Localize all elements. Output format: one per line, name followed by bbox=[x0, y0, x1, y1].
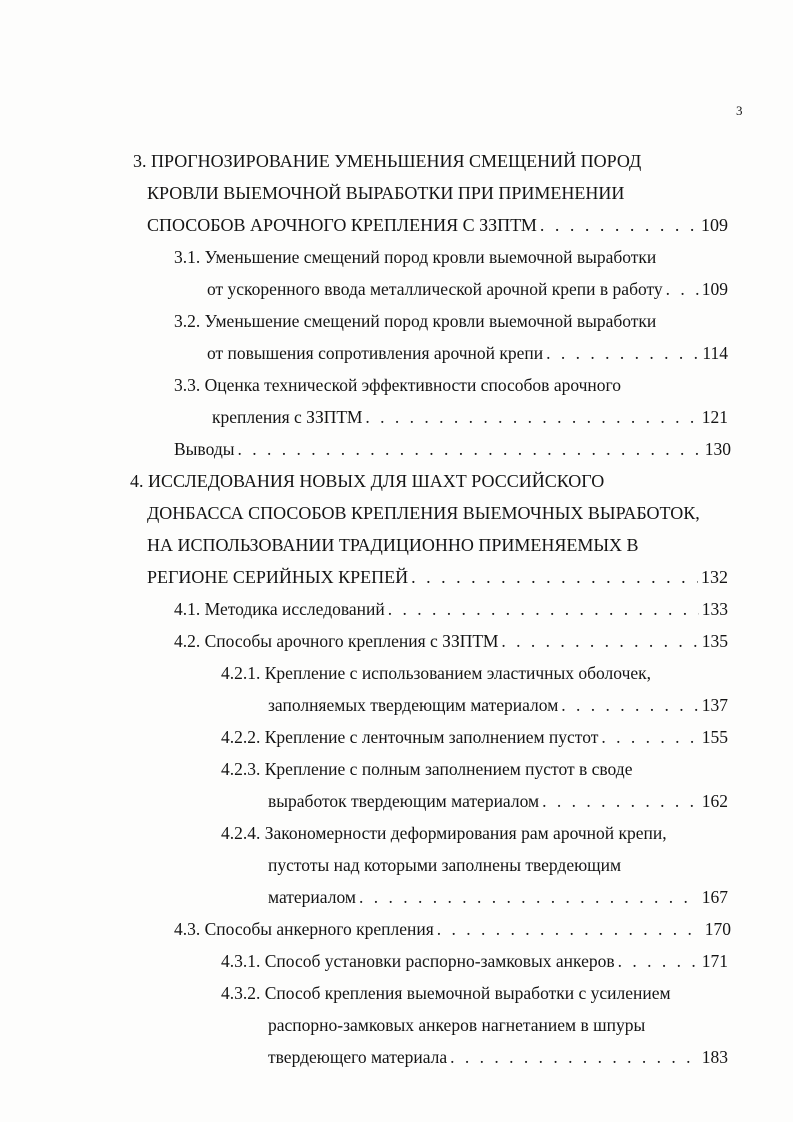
toc-chapter-3-line-2: КРОВЛИ ВЫЕМОЧНОЙ ВЫРАБОТКИ ПРИ ПРИМЕНЕНИИ bbox=[147, 183, 625, 203]
leader-dots bbox=[598, 721, 698, 753]
toc-section-3-3-line-1: 3.3. Оценка технической эффективности способов арочного bbox=[174, 375, 622, 395]
leader-dots bbox=[234, 433, 701, 465]
toc-section-4-2-4-title-end: материалом bbox=[268, 887, 356, 907]
toc-section-3-1-title-end: от ускоренного ввода металлической арочной крепи в работу bbox=[207, 279, 663, 299]
leader-dots bbox=[537, 209, 698, 241]
toc-section-4-3-2-title-end: твердеющего материала bbox=[268, 1047, 448, 1067]
toc-section-4-2-4-line-2: пустоты над которыми заполнены твердеющим bbox=[268, 855, 622, 875]
toc-section-4-3-2-line-1: 4.3.2. Способ крепления выемочной выработки с усилением bbox=[221, 983, 671, 1003]
leader-dots bbox=[385, 593, 699, 625]
leader-dots bbox=[615, 945, 699, 977]
toc-chapter-4-line-2: ДОНБАССА СПОСОБОВ КРЕПЛЕНИЯ ВЫЕМОЧНЫХ ВЫРАБОТОК, bbox=[147, 503, 700, 523]
toc-section-4-2-1-page: 137 bbox=[701, 695, 728, 715]
toc-conclusions-page: 130 bbox=[704, 439, 731, 459]
leader-dots bbox=[434, 913, 702, 945]
leader-dots bbox=[408, 561, 698, 593]
leader-dots bbox=[539, 785, 699, 817]
toc-section-4-3-1-label: 4.3.1. Способ установки распорно-замковых анкеров bbox=[221, 951, 615, 971]
toc-section-4-3-2-line-2: распорно-замковых анкеров нагнетанием в шпуры bbox=[268, 1015, 646, 1035]
toc-section-4-3-1-page: 171 bbox=[701, 951, 728, 971]
toc-section-4-2-1-title-end: заполняемых твердеющим материалом bbox=[268, 695, 559, 715]
toc-section-3-2-page: 114 bbox=[702, 343, 728, 363]
toc-conclusions-label: Выводы bbox=[174, 439, 235, 459]
toc-chapter-4-line-4 bbox=[147, 561, 728, 593]
leader-dots bbox=[447, 1041, 699, 1073]
leader-dots bbox=[356, 881, 699, 913]
toc-section-4-2-1-line-1: 4.2.1. Крепление с использованием эластичных оболочек, bbox=[221, 663, 652, 683]
toc-chapter-4-title-end: РЕГИОНЕ СЕРИЙНЫХ КРЕПЕЙ bbox=[147, 567, 409, 587]
toc-section-4-2-2-page: 155 bbox=[701, 727, 728, 747]
toc-chapter-3-title-end: СПОСОБОВ АРОЧНОГО КРЕПЛЕНИЯ С ЗЗПТМ bbox=[147, 215, 537, 235]
toc-section-4-2-label: 4.2. Способы арочного крепления с ЗЗПТМ bbox=[174, 631, 499, 651]
toc-chapter-4-line-3: НА ИСПОЛЬЗОВАНИИ ТРАДИЦИОННО ПРИМЕНЯЕМЫХ В bbox=[147, 535, 639, 555]
toc-section-4-2-4-line-3 bbox=[268, 881, 728, 913]
toc-chapter-3-line-1: 3. ПРОГНОЗИРОВАНИЕ УМЕНЬШЕНИЯ СМЕЩЕНИЙ ПОРОД bbox=[133, 151, 642, 171]
toc-section-4-2-2-label: 4.2.2. Крепление с ленточным заполнением пустот bbox=[221, 727, 599, 747]
leader-dots bbox=[543, 337, 699, 369]
toc-section-3-3-page: 121 bbox=[701, 407, 728, 427]
toc-chapter-3-page: 109 bbox=[701, 215, 728, 235]
toc-section-4-1 bbox=[174, 593, 728, 625]
toc-section-4-3-2-page: 183 bbox=[701, 1047, 728, 1067]
leader-dots bbox=[663, 273, 699, 305]
toc-section-4-3-1 bbox=[221, 945, 728, 977]
toc-section-3-3-line-2 bbox=[212, 401, 728, 433]
toc-section-4-2-4-page: 167 bbox=[701, 887, 728, 907]
toc-section-3-1-line-1: 3.1. Уменьшение смещений пород кровли выемочной выработки bbox=[174, 247, 657, 267]
toc-chapter-4-line-1: 4. ИССЛЕДОВАНИЯ НОВЫХ ДЛЯ ШАХТ РОССИЙСКОГО bbox=[130, 471, 605, 491]
page-number: 3 bbox=[736, 103, 743, 118]
toc-section-4-2-4-line-1: 4.2.4. Закономерности деформирования рам арочной крепи, bbox=[221, 823, 667, 843]
toc-conclusions bbox=[174, 433, 731, 465]
toc-section-4-3-label: 4.3. Способы анкерного крепления bbox=[174, 919, 434, 939]
toc-section-4-2-2 bbox=[221, 721, 728, 753]
toc-section-3-2-title-end: от повышения сопротивления арочной крепи bbox=[207, 343, 544, 363]
toc-section-4-2-3-page: 162 bbox=[701, 791, 728, 811]
toc-section-4-3 bbox=[174, 913, 731, 945]
toc-section-4-3-page: 170 bbox=[704, 919, 731, 939]
toc-section-3-1-line-2 bbox=[207, 273, 728, 305]
toc-section-4-2-page: 135 bbox=[701, 631, 728, 651]
toc-section-4-1-label: 4.1. Методика исследований bbox=[174, 599, 385, 619]
toc-section-3-2-line-1: 3.2. Уменьшение смещений пород кровли выемочной выработки bbox=[174, 311, 657, 331]
toc-section-4-1-page: 133 bbox=[701, 599, 728, 619]
toc-section-4-2 bbox=[174, 625, 728, 657]
leader-dots bbox=[498, 625, 698, 657]
toc-section-3-3-title-end: крепления с ЗЗПТМ bbox=[212, 407, 363, 427]
toc-chapter-3-line-3 bbox=[147, 209, 728, 241]
leader-dots bbox=[558, 689, 698, 721]
toc-section-4-2-1-line-2 bbox=[268, 689, 728, 721]
toc-section-3-2-line-2 bbox=[207, 337, 728, 369]
leader-dots bbox=[362, 401, 698, 433]
toc-section-3-1-page: 109 bbox=[701, 279, 728, 299]
toc-section-4-2-3-title-end: выработок твердеющим материалом bbox=[268, 791, 540, 811]
toc-section-4-2-3-line-1: 4.2.3. Крепление с полным заполнением пустот в своде bbox=[221, 759, 633, 779]
toc-section-4-3-2-line-3 bbox=[268, 1041, 728, 1073]
toc-chapter-4-page: 132 bbox=[701, 567, 728, 587]
toc-section-4-2-3-line-2 bbox=[268, 785, 728, 817]
